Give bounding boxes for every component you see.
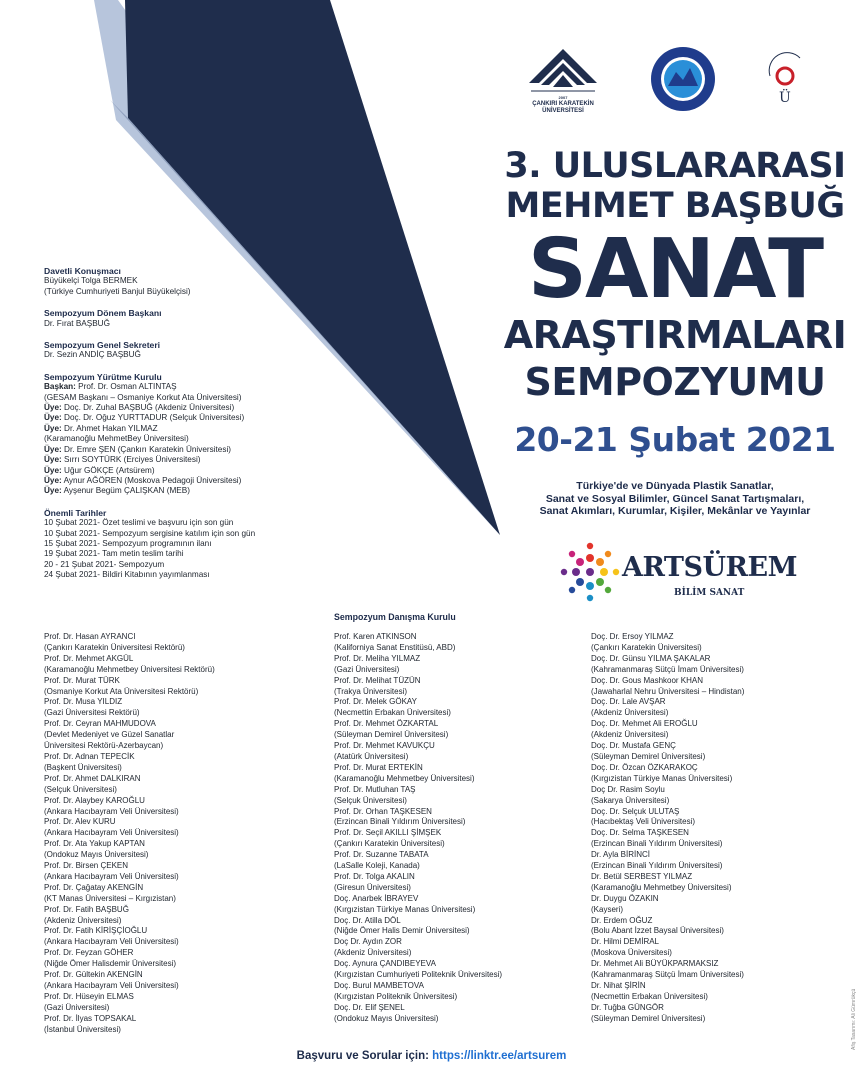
- advisor-affiliation: (Çankırı Karatekin Üniversitesi): [591, 642, 702, 652]
- exec-item: Üye: Dr. Ahmet Hakan YILMAZ: [44, 423, 158, 433]
- advisor-name: Prof. Dr. Melek GÖKAY: [334, 697, 417, 707]
- advisor-affiliation: (Gazi Üniversitesi): [334, 664, 400, 674]
- advisor-name: Dr. Ayla BİRİNCİ: [591, 850, 650, 860]
- cku-logo-mark-icon: [525, 47, 601, 95]
- advisor-affiliation: (Moskova Üniversitesi): [591, 948, 672, 958]
- subtitle-line-1: Türkiye'de ve Dünyada Plastik Sanatlar,: [576, 480, 774, 492]
- advisor-name: Prof. Dr. Mehmet AKGÜL: [44, 653, 134, 663]
- advisor-affiliation: (Devlet Medeniyet ve Güzel Sanatlar: [44, 730, 175, 740]
- advisor-name: Doç. Dr. Günsu YILMA ŞAKALAR: [591, 653, 711, 663]
- advisor-affiliation: (Akdeniz Üniversitesi): [591, 708, 669, 718]
- advisor-name: Doç. Burul MAMBETOVA: [334, 981, 424, 990]
- advisor-affiliation: (Süleyman Demirel Üniversitesi): [334, 730, 449, 740]
- advisory-column-1: [44, 632, 215, 1036]
- advisor-name: Doç. Dr. Ersoy YILMAZ: [591, 632, 674, 641]
- advisor-affiliation: (Ankara Hacıbayram Veli Üniversitesi): [44, 937, 179, 947]
- artsurem-tag: BİLİM SANAT: [674, 588, 745, 598]
- exec-item: Üye: Dr. Emre ŞEN (Çankırı Karatekin Üniversitesi): [44, 444, 232, 454]
- advisor-name: Prof. Dr. Tolga AKALIN: [334, 871, 415, 881]
- exec-item: (GESAM Başkanı – Osmaniye Korkut Ata Üniversitesi): [44, 392, 242, 402]
- advisor-affiliation: (Sakarya Üniversitesi): [591, 795, 670, 805]
- advisor-name: Prof. Dr. Fatih BAŞBUĞ: [44, 904, 129, 914]
- advisor-affiliation: (Kahramanmaraş Sütçü İmam Üniversitesi): [591, 970, 744, 980]
- title-line-2: MEHMET BAŞBUĞ: [505, 186, 845, 226]
- advisor-name: Dr. Erdem OĞUZ: [591, 915, 653, 925]
- date-item: 24 Şubat 2021- Bildiri Kitabının yayımlanması: [44, 570, 210, 580]
- guest-title: (Türkiye Cumhuriyeti Banjul Büyükelçisi): [44, 286, 191, 296]
- advisor-name: Doç. Dr. Mustafa GENÇ: [591, 741, 676, 751]
- advisor-name: Prof. Dr. Melihat TÜZÜN: [334, 675, 421, 685]
- date-item: 15 Şubat 2021- Sempozyum programının ilanı: [44, 538, 212, 548]
- advisor-name: Prof. Dr. Hasan AYRANCI: [44, 632, 136, 641]
- advisor-name: Prof. Dr. Feyzan GÖHER: [44, 948, 134, 958]
- advisor-name: Doç. Dr. Selma TAŞKESEN: [591, 828, 689, 838]
- secretary-heading: Sempozyum Genel Sekreteri: [44, 340, 161, 351]
- cku-year: 2007: [558, 95, 568, 100]
- subtitle-line-2: Sanat ve Sosyal Bilimler, Güncel Sanat Tartışmaları,: [545, 492, 805, 505]
- advisor-affiliation: (Necmettin Erbakan Üniversitesi): [591, 991, 708, 1001]
- advisor-affiliation: (Erzincan Binali Yıldırım Üniversitesi): [334, 817, 466, 827]
- advisor-affiliation: (Kırgızistan Türkiye Manas Üniversitesi): [334, 904, 476, 914]
- exec-item: Üye: Doç. Dr. Zuhal BAŞBUĞ (Akdeniz Üniversitesi): [44, 403, 235, 413]
- exec-item: (Karamanoğlu MehmetBey Üniversitesi): [44, 434, 189, 444]
- advisor-affiliation: (Kırgızistan Türkiye Manas Üniversitesi): [591, 773, 733, 783]
- advisor-affiliation: (Gazi Üniversitesi): [44, 1002, 110, 1012]
- advisor-affiliation: (Akdeniz Üniversitesi): [44, 915, 122, 925]
- artsurem-logo: [556, 538, 806, 606]
- advisor-name: Prof. Dr. İlyas TOPSAKAL: [44, 1013, 137, 1023]
- advisor-name: Dr. Duygu ÖZAKIN: [591, 893, 659, 903]
- advisor-affiliation: (Ankara Hacıbayram Veli Üniversitesi): [44, 981, 179, 990]
- advisor-affiliation: (Bolu Abant İzzet Baysal Üniversitesi): [591, 926, 724, 936]
- advisor-name: Doç. Dr. Özcan ÖZKARAKOÇ: [591, 762, 698, 772]
- advisor-name: Prof. Dr. Alaybey KAROĞLU: [44, 795, 145, 805]
- kmu-logo: [650, 46, 716, 112]
- advisor-affiliation: (Ankara Hacıbayram Veli Üniversitesi): [44, 871, 179, 881]
- advisor-affiliation: (Ankara Hacıbayram Veli Üniversitesi): [44, 806, 179, 816]
- advisor-affiliation: (Karamanoğlu Mehmetbey Üniversitesi Rektörü): [44, 664, 215, 674]
- advisor-affiliation: (KT Manas Üniversitesi – Kırgızistan): [44, 893, 176, 903]
- advisor-name: Dr. Mehmet Ali BÜYÜKPARMAKSIZ: [591, 959, 719, 969]
- advisor-name: Dr. Nihat ŞİRİN: [591, 981, 646, 990]
- advisor-name: Dr. Tuğba GÜNGÖR: [591, 1002, 664, 1012]
- artsurem-flower-icon: [556, 538, 624, 606]
- advisor-affiliation: (Kaliforniya Sanat Enstitüsü, ABD): [334, 642, 456, 652]
- advisor-affiliation: (Necmettin Erbakan Üniversitesi): [334, 708, 451, 718]
- advisor-name: Üniversitesi Rektörü-Azerbaycan): [44, 741, 164, 751]
- advisor-name: Prof. Dr. Musa YILDIZ: [44, 697, 123, 707]
- footer: [0, 1050, 863, 1062]
- title-line-3: SANAT: [527, 222, 823, 317]
- advisor-affiliation: (Selçuk Üniversitesi): [334, 795, 407, 805]
- exec-item: Üye: Doç. Dr. Oğuz YURTTADUR (Selçuk Üniversitesi): [44, 413, 245, 423]
- kmu-seal-icon: [650, 46, 716, 112]
- date-item: 10 Şubat 2021- Özet teslimi ve başvuru için son gün: [44, 518, 234, 528]
- exec-item: Üye: Uğur GÖKÇE (Artsürem): [44, 465, 155, 475]
- advisor-affiliation: (Atatürk Üniversitesi): [334, 751, 409, 761]
- advisor-name: Prof. Dr. Çağatay AKENGİN: [44, 882, 144, 892]
- advisor-affiliation: (Hacıbektaş Veli Üniversitesi): [591, 817, 696, 827]
- advisor-affiliation: (Çankırı Karatekin Üniversitesi Rektörü): [44, 642, 185, 652]
- advisor-name: Prof. Dr. Adnan TEPECİK: [44, 751, 135, 761]
- design-credit: Afiş Tasarımı: Ali Gümrükçü: [851, 988, 857, 1050]
- advisor-name: Dr. Betül SERBEST YILMAZ: [591, 871, 693, 881]
- exec-item: Başkan: Prof. Dr. Osman ALTINTAŞ: [44, 382, 177, 392]
- advisor-name: Prof. Dr. Birsen ÇEKEN: [44, 861, 129, 871]
- term-heading: Sempozyum Dönem Başkanı: [44, 308, 162, 319]
- advisor-name: Prof. Dr. Mehmet KAVUKÇU: [334, 741, 435, 751]
- date-item: 20 - 21 Şubat 2021- Sempozyum: [44, 559, 165, 569]
- advisor-name: Doç. Dr. Elif ŞENEL: [334, 1002, 405, 1012]
- exec-heading: Sempozyum Yürütme Kurulu: [44, 371, 162, 382]
- advisor-affiliation: (İstanbul Üniversitesi): [44, 1024, 121, 1034]
- advisor-affiliation: (Başkent Üniversitesi): [44, 762, 122, 772]
- advisor-affiliation: (Kırgızistan Politeknik Üniversitesi): [334, 991, 458, 1001]
- advisor-affiliation: (Akdeniz Üniversitesi): [591, 730, 669, 740]
- exec-list: [44, 382, 255, 496]
- advisor-name: Doç. Dr. Selçuk ULUTAŞ: [591, 806, 680, 816]
- title-line-1: 3. ULUSLARARASI: [504, 146, 846, 186]
- footer-label: Başvuru ve Sorular için:: [296, 1050, 429, 1062]
- advisor-name: Prof. Dr. Suzanne TABATA: [334, 850, 429, 860]
- secretary-name: Dr. Sezin ANDİÇ BAŞBUĞ: [44, 350, 141, 360]
- cku-name: ÇANKIRI KARATEKİN ÜNİVERSİTESİ: [532, 101, 594, 114]
- advisor-name: Prof. Dr. Mehmet ÖZKARTAL: [334, 719, 439, 729]
- left-info: [44, 266, 255, 581]
- advisor-name: Prof. Dr. Murat ERTEKİN: [334, 762, 423, 772]
- advisor-name: Dr. Hilmi DEMİRAL: [591, 937, 660, 947]
- exec-item: Üye: Ayşenur Begüm ÇALIŞKAN (MEB): [44, 486, 190, 496]
- advisor-affiliation: (Osmaniye Korkut Ata Üniversitesi Rektörü): [44, 686, 199, 696]
- title-line-5: SEMPOZYUMU: [524, 360, 826, 404]
- advisor-name: Prof. Dr. Murat TÜRK: [44, 675, 120, 685]
- advisor-name: Doç. Aynura ÇANDIBEYEVA: [334, 959, 436, 969]
- subtitle-line-3: Sanat Akımları, Kurumlar, Kişiler, Mekânlar ve Yayınlar: [539, 505, 811, 517]
- advisor-affiliation: (Kayseri): [591, 904, 624, 914]
- advisor-name: Doç. Dr. Gous Mashkoor KHAN: [591, 675, 704, 685]
- oku-mark-icon: [762, 46, 808, 108]
- event-date: 20-21 Şubat 2021: [514, 420, 836, 459]
- advisor-name: Prof. Dr. Meliha YILMAZ: [334, 653, 421, 663]
- advisor-affiliation: (Niğde Ömer Halis Demir Üniversitesi): [334, 926, 470, 936]
- artsurem-name: ARTSÜREM: [622, 552, 797, 583]
- date-item: 10 Şubat 2021- Sempozyum sergisine katılım için son gün: [44, 528, 256, 538]
- advisor-name: Prof. Dr. Ahmet DALKIRAN: [44, 773, 141, 783]
- advisor-affiliation: (LaSalle Koleji, Kanada): [334, 861, 420, 871]
- svg-text:Ü: Ü: [779, 90, 791, 106]
- advisor-name: Doç. Anarbek İBRAYEV: [334, 893, 419, 903]
- exec-item: Üye: Sırrı SOYTÜRK (Erciyes Üniversitesi): [44, 455, 201, 465]
- advisor-name: Prof. Dr. Hüseyin ELMAS: [44, 991, 134, 1001]
- advisory-column-2: [334, 632, 502, 1025]
- title-line-4: ARAŞTIRMALARI: [503, 313, 847, 357]
- advisor-affiliation: (Süleyman Demirel Üniversitesi): [591, 1013, 706, 1023]
- advisor-name: Prof. Dr. Gültekin AKENGİN: [44, 970, 143, 980]
- advisor-affiliation: (Giresun Üniversitesi): [334, 882, 411, 892]
- advisor-name: Prof. Dr. Fatih KİRİŞÇİOĞLU: [44, 926, 148, 936]
- advisor-affiliation: (Ankara Hacıbayram Veli Üniversitesi): [44, 828, 179, 838]
- advisor-name: Prof. Dr. Alev KURU: [44, 817, 116, 827]
- advisor-name: Doç Dr. Rasim Soylu: [591, 784, 665, 794]
- advisor-name: Prof. Dr. Orhan TAŞKESEN: [334, 806, 432, 816]
- advisor-affiliation: (Çankırı Karatekin Üniversitesi): [334, 839, 445, 849]
- advisor-affiliation: (Niğde Ömer Halisdemir Üniversitesi): [44, 959, 177, 969]
- advisor-affiliation: (Süleyman Demirel Üniversitesi): [591, 751, 706, 761]
- advisor-name: Doç. Dr. Atilla DÖL: [334, 915, 401, 925]
- guest-name: Büyükelçi Tolga BERMEK: [44, 276, 138, 286]
- dates-heading: Önemli Tarihler: [44, 507, 107, 518]
- guest-heading: Davetli Konuşmacı: [44, 266, 121, 276]
- footer-link[interactable]: https://linktr.ee/artsurem: [432, 1050, 567, 1062]
- subtitle: [500, 480, 850, 518]
- advisor-affiliation: (Akdeniz Üniversitesi): [334, 948, 412, 958]
- advisor-name: Prof. Karen ATKINSON: [334, 632, 417, 641]
- advisor-affiliation: (Gazi Üniversitesi Rektörü): [44, 708, 140, 718]
- advisory-heading: Sempozyum Danışma Kurulu: [334, 612, 456, 622]
- advisor-affiliation: (Jawaharlal Nehru Üniversitesi – Hindistan): [591, 686, 745, 696]
- advisor-name: Prof. Dr. Seçil AKILLI ŞİMŞEK: [334, 828, 442, 838]
- advisor-name: Prof. Dr. Ata Yakup KAPTAN: [44, 839, 145, 849]
- advisor-affiliation: (Karamanoğlu Mehmetbey Üniversitesi): [334, 773, 475, 783]
- exec-item: Üye: Aynur AĞÖREN (Moskova Pedagoji Üniversitesi): [44, 475, 242, 485]
- advisor-affiliation: (Ondokuz Mayıs Üniversitesi): [334, 1013, 439, 1023]
- advisor-name: Doç. Dr. Lale AVŞAR: [591, 697, 666, 707]
- advisor-name: Prof. Dr. Mutluhan TAŞ: [334, 784, 416, 794]
- advisor-affiliation: (Karamanoğlu Mehmetbey Üniversitesi): [591, 882, 732, 892]
- advisor-affiliation: (Kırgızistan Cumhuriyeti Politeknik Üniversitesi): [334, 970, 503, 980]
- date-item: 19 Şubat 2021- Tam metin teslim tarihi: [44, 549, 184, 559]
- advisor-affiliation: (Erzincan Binali Yıldırım Üniversitesi): [591, 861, 723, 871]
- cku-logo: [525, 47, 601, 117]
- advisor-name: Doç. Dr. Mehmet Ali EROĞLU: [591, 719, 698, 729]
- advisory-column-3: [591, 632, 744, 1025]
- advisor-affiliation: (Selçuk Üniversitesi): [44, 784, 117, 794]
- advisor-name: Prof. Dr. Ceyran MAHMUDOVA: [44, 719, 156, 729]
- advisor-affiliation: (Ondokuz Mayıs Üniversitesi): [44, 850, 149, 860]
- advisor-affiliation: (Kahramanmaraş Sütçü İmam Üniversitesi): [591, 664, 744, 674]
- advisor-affiliation: (Erzincan Binali Yıldırım Üniversitesi): [591, 839, 723, 849]
- advisor-affiliation: (Trakya Üniversitesi): [334, 686, 408, 696]
- term-name: Dr. Fırat BAŞBUĞ: [44, 318, 110, 328]
- oku-logo: [762, 46, 808, 108]
- advisor-name: Doç Dr. Aydın ZOR: [334, 937, 402, 947]
